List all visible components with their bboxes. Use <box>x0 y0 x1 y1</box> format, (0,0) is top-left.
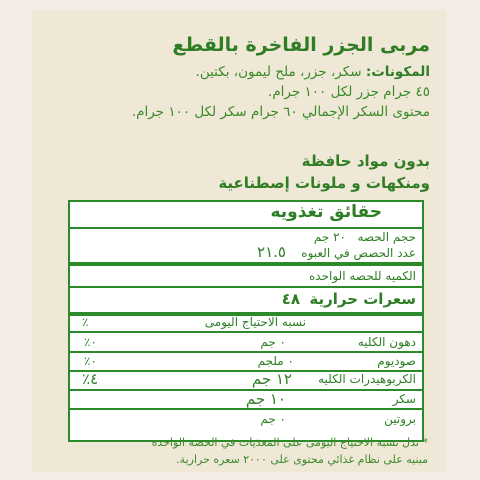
nutrient-dv-carbs: ٤٪ <box>82 370 99 388</box>
nutrient-label-protein: بروتين <box>384 412 416 426</box>
nutrient-dv-fat: ٠٪ <box>84 335 97 349</box>
daily-value-footnote <box>48 434 428 468</box>
nutrient-amount-sugar: ١٠ جم <box>245 390 286 408</box>
nutrient-label-carbs: الكربوهيدرات الكليه <box>318 372 416 386</box>
serving-size-value: ٢٠ جم <box>313 230 346 244</box>
servings-per-pack-label: عدد الحصص في العبوه <box>301 246 416 260</box>
ingredients-block <box>38 62 430 122</box>
divider <box>70 351 422 353</box>
nutrient-amount-protein: ٠ جم <box>260 412 286 426</box>
nutrient-dv-sodium: ٠٪ <box>84 354 97 368</box>
servings-per-pack-value: ٢١.٥ <box>257 243 286 261</box>
calories-label: سعرات حرارية <box>309 290 416 308</box>
nutrient-label-fat: دهون الكليه <box>357 335 416 349</box>
ingredients-line-3: محتوى السكر الإجمالي ٦٠ جرام سكر لكل ١٠٠ جرام. <box>131 104 430 120</box>
product-title: مربى الجزر الفاخرة بالقطع <box>172 34 430 56</box>
divider <box>70 286 422 288</box>
nutrient-label-sugar: سكر <box>392 392 416 406</box>
ingredients-heading: المكونات: <box>365 64 430 80</box>
nutrition-title: حقائق تغذويه <box>270 202 382 222</box>
no-preservatives: بدون مواد حافظة <box>301 152 430 170</box>
divider <box>70 331 422 333</box>
no-artificial: ومنكهات و ملونات إصطناعية <box>218 174 430 192</box>
product-label <box>32 10 446 472</box>
footnote-line-1: * تدل نسبه الاحتياج اليومى على المغذيات في الحصه الواحدة <box>151 436 428 449</box>
ingredients-line-1 <box>38 62 430 82</box>
ingredients-list: سكر، جزر، ملح ليمون، بكتين. <box>195 64 362 80</box>
calories-value: ٤٨ <box>281 290 300 308</box>
divider-thick <box>70 262 422 266</box>
daily-value-header: نسبه الاحتياج اليومى <box>204 315 306 329</box>
daily-value-percent-symbol: ٪ <box>82 315 89 329</box>
nutrient-amount-sodium: ٠ ملجم <box>257 354 294 368</box>
nutrient-label-sodium: صوديوم <box>377 354 416 368</box>
serving-size-label: حجم الحصه <box>357 230 416 244</box>
divider <box>70 408 422 410</box>
free-from-block <box>38 150 430 194</box>
ingredients-line-2: ٤٥ جرام جزر لكل ١٠٠ جرام. <box>268 84 430 100</box>
footnote-line-2: مبنيه على نظام غذائي محتوى على ٢٠٠٠ سعره حرارية. <box>176 453 428 466</box>
nutrient-amount-carbs: ١٢ جم <box>251 370 292 388</box>
nutrient-amount-fat: ٠ جم <box>260 335 286 349</box>
divider <box>70 227 422 229</box>
amount-per-serving: الكميه للحصه الواحده <box>309 269 416 283</box>
nutrition-facts-panel <box>68 200 424 442</box>
